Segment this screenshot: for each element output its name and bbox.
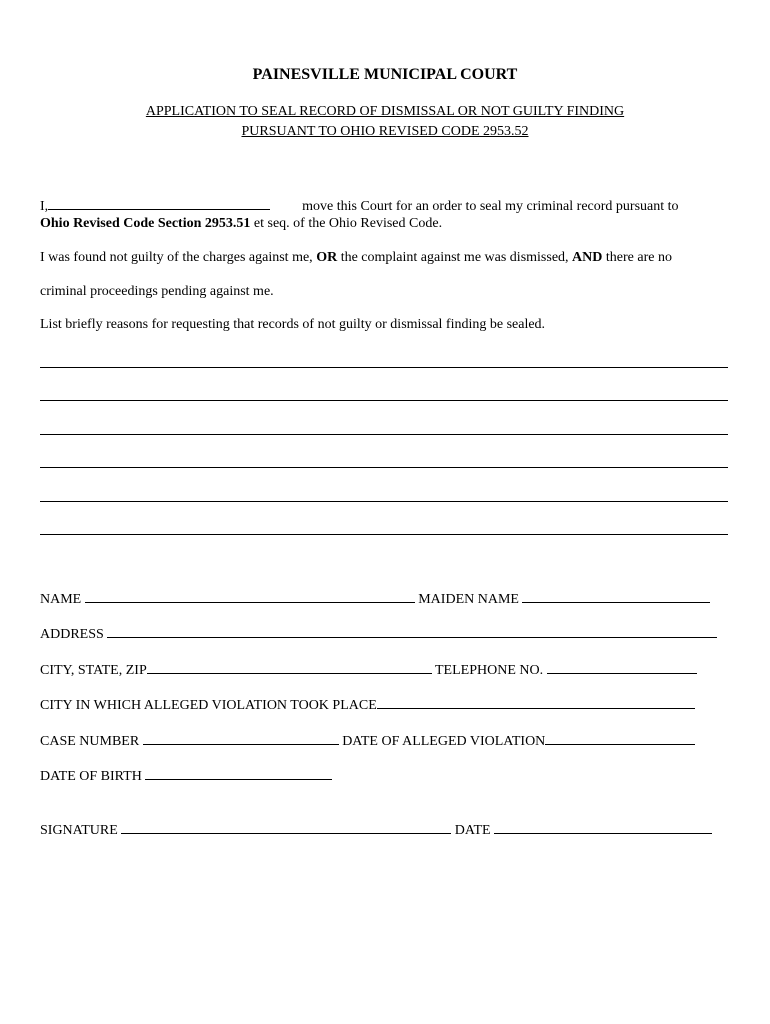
code-section-bold: Ohio Revised Code Section 2953.51 (40, 216, 251, 231)
violation-date-blank[interactable] (545, 732, 695, 745)
violation-city-row (40, 696, 695, 714)
violation-date-label: DATE OF ALLEGED VIOLATION (342, 734, 546, 749)
reason-line-5[interactable] (40, 501, 728, 502)
name-label: NAME (40, 592, 82, 607)
dob-label: DATE OF BIRTH (40, 769, 142, 784)
violation-city-label: CITY IN WHICH ALLEGED VIOLATION TOOK PLACE (40, 698, 377, 713)
reason-line-4[interactable] (40, 467, 728, 468)
signature-row (40, 821, 712, 839)
reason-line-1[interactable] (40, 367, 728, 368)
reason-line-3[interactable] (40, 434, 728, 435)
applicant-name-blank[interactable] (48, 197, 270, 210)
finding-text-2: the complaint against me was dismissed, (337, 250, 573, 265)
city-state-zip-blank[interactable] (147, 661, 432, 674)
date-label: DATE (454, 823, 491, 838)
motion-line (40, 197, 679, 215)
form-title-line2: PURSUANT TO OHIO REVISED CODE 2953.52 (241, 124, 529, 139)
case-number-blank[interactable] (143, 732, 339, 745)
city-state-zip-row (40, 661, 697, 679)
code-line (40, 216, 442, 232)
dob-row (40, 767, 332, 785)
maiden-name-label: MAIDEN NAME (418, 592, 519, 607)
motion-prefix: I, (40, 199, 49, 214)
address-label: ADDRESS (40, 627, 104, 642)
reasons-prompt: List briefly reasons for requesting that records of not guilty or dismissal finding be sealed. (40, 317, 546, 332)
address-row (40, 625, 717, 643)
dob-blank[interactable] (145, 767, 332, 780)
name-row (40, 590, 710, 608)
city-state-zip-label: CITY, STATE, ZIP (40, 663, 147, 678)
finding-and: AND (572, 250, 603, 265)
reason-line-2[interactable] (40, 400, 728, 401)
address-blank[interactable] (107, 625, 717, 638)
name-blank[interactable] (85, 590, 415, 603)
date-blank[interactable] (494, 821, 712, 834)
reason-line-6[interactable] (40, 534, 728, 535)
maiden-name-blank[interactable] (522, 590, 710, 603)
telephone-blank[interactable] (547, 661, 697, 674)
finding-line (40, 250, 672, 266)
signature-label: SIGNATURE (40, 823, 118, 838)
case-number-row (40, 732, 695, 750)
motion-text: move this Court for an order to seal my criminal record pursuant to (302, 199, 679, 214)
court-name: PAINESVILLE MUNICIPAL COURT (252, 66, 518, 83)
violation-city-blank[interactable] (377, 696, 695, 709)
finding-or: OR (316, 250, 338, 265)
code-section-rest: et seq. of the Ohio Revised Code. (250, 216, 443, 231)
finding-continuation: criminal proceedings pending against me. (40, 284, 274, 299)
finding-text-3: there are no (602, 250, 672, 265)
signature-blank[interactable] (121, 821, 451, 834)
form-title-line1: APPLICATION TO SEAL RECORD OF DISMISSAL OR NOT GUILTY FINDING (145, 104, 625, 119)
case-number-label: CASE NUMBER (40, 734, 140, 749)
finding-text-1: I was found not guilty of the charges against me, (40, 250, 317, 265)
telephone-label: TELEPHONE NO. (435, 663, 544, 678)
